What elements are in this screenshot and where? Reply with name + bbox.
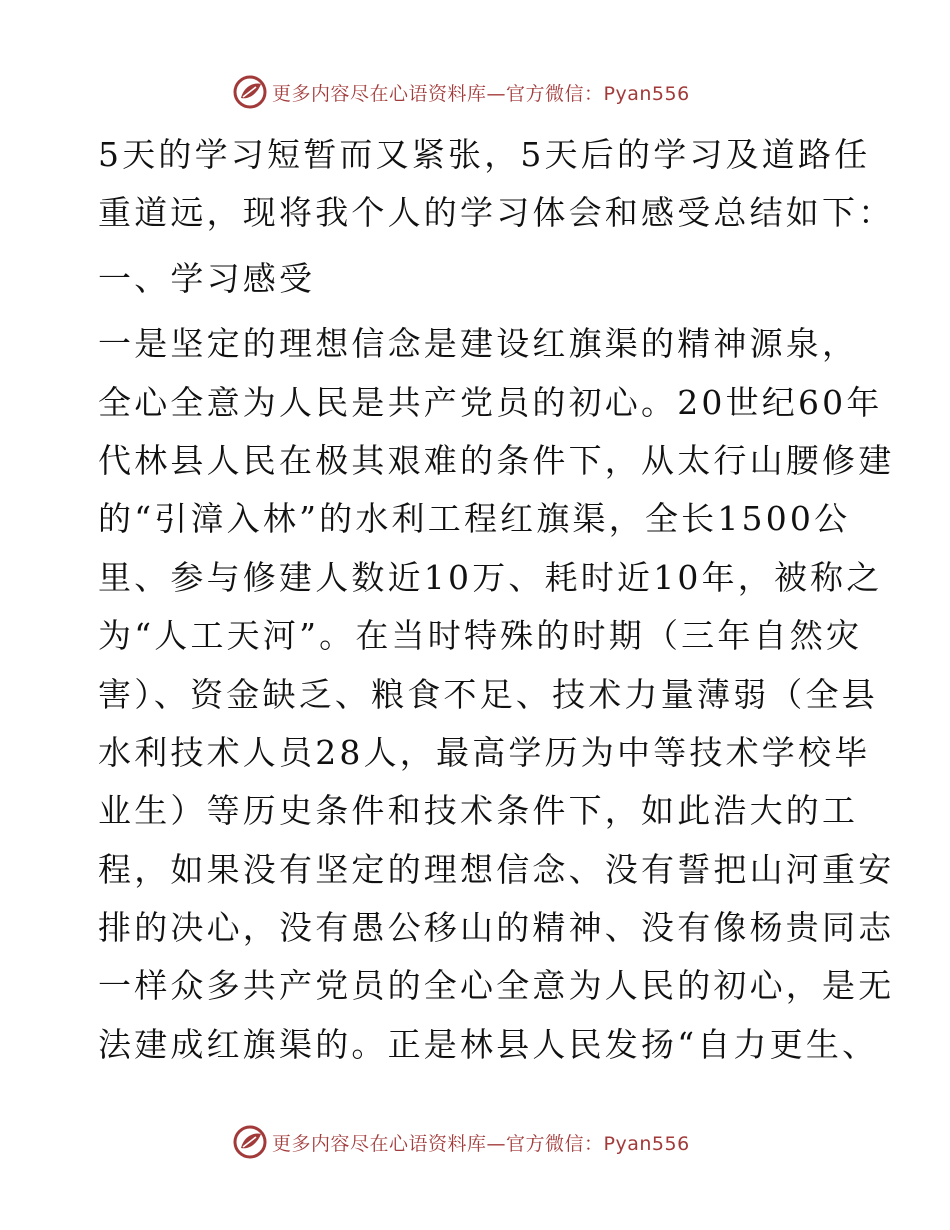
header-watermark	[232, 72, 690, 112]
leaf-logo-icon	[232, 74, 268, 110]
text-line: 为“人工天河”。在当时特殊的时期（三年自然灾	[98, 616, 863, 656]
text-line: 法建成红旗渠的。正是林县人民发扬“自力更生、	[98, 1024, 879, 1064]
leaf-logo-icon	[232, 1124, 268, 1160]
text-line: 害）、资金缺乏、粮食不足、技术力量薄弱（全县	[98, 674, 878, 714]
body-paragraph	[98, 315, 895, 1074]
watermark-text: 更多内容尽在心语资料库—官方微信：Pyan556	[272, 1132, 690, 1155]
text-line: 里、参与修建人数近10万、耗时近10年，被称之	[98, 557, 883, 597]
text-line: 的“引漳入林”的水利工程红旗渠，全长1500公	[98, 499, 851, 539]
text-line: 一样众多共产党员的全心全意为人民的初心，是无	[98, 966, 895, 1006]
text-line: 业生）等历史条件和技术条件下，如此浩大的工	[98, 791, 859, 831]
text-line: 全心全意为人民是共产党员的初心。20世纪60年	[98, 382, 883, 422]
text-line: 代林县人民在极其艰难的条件下，从太行山腰修建	[98, 440, 895, 480]
watermark-text: 更多内容尽在心语资料库—官方微信：Pyan556	[272, 82, 690, 105]
text-line: 程，如果没有坚定的理想信念、没有誓把山河重安	[98, 849, 895, 889]
section-heading: 一、学习感受	[98, 258, 316, 298]
text-line: 水利技术人员28人，最高学历为中等技术学校毕	[98, 732, 871, 772]
text-line: 排的决心，没有愚公移山的精神、没有像杨贵同志	[98, 908, 895, 948]
intro-paragraph	[98, 126, 895, 243]
text-line: 5天的学习短暂而又紧张，5天后的学习及道路任	[98, 135, 871, 174]
document-body	[98, 126, 895, 1074]
text-line: 重道远，现将我个人的学习体会和感受总结如下：	[98, 193, 895, 233]
footer-watermark	[232, 1122, 690, 1162]
text-line: 一是坚定的理想信念是建设红旗渠的精神源泉，	[98, 324, 859, 364]
